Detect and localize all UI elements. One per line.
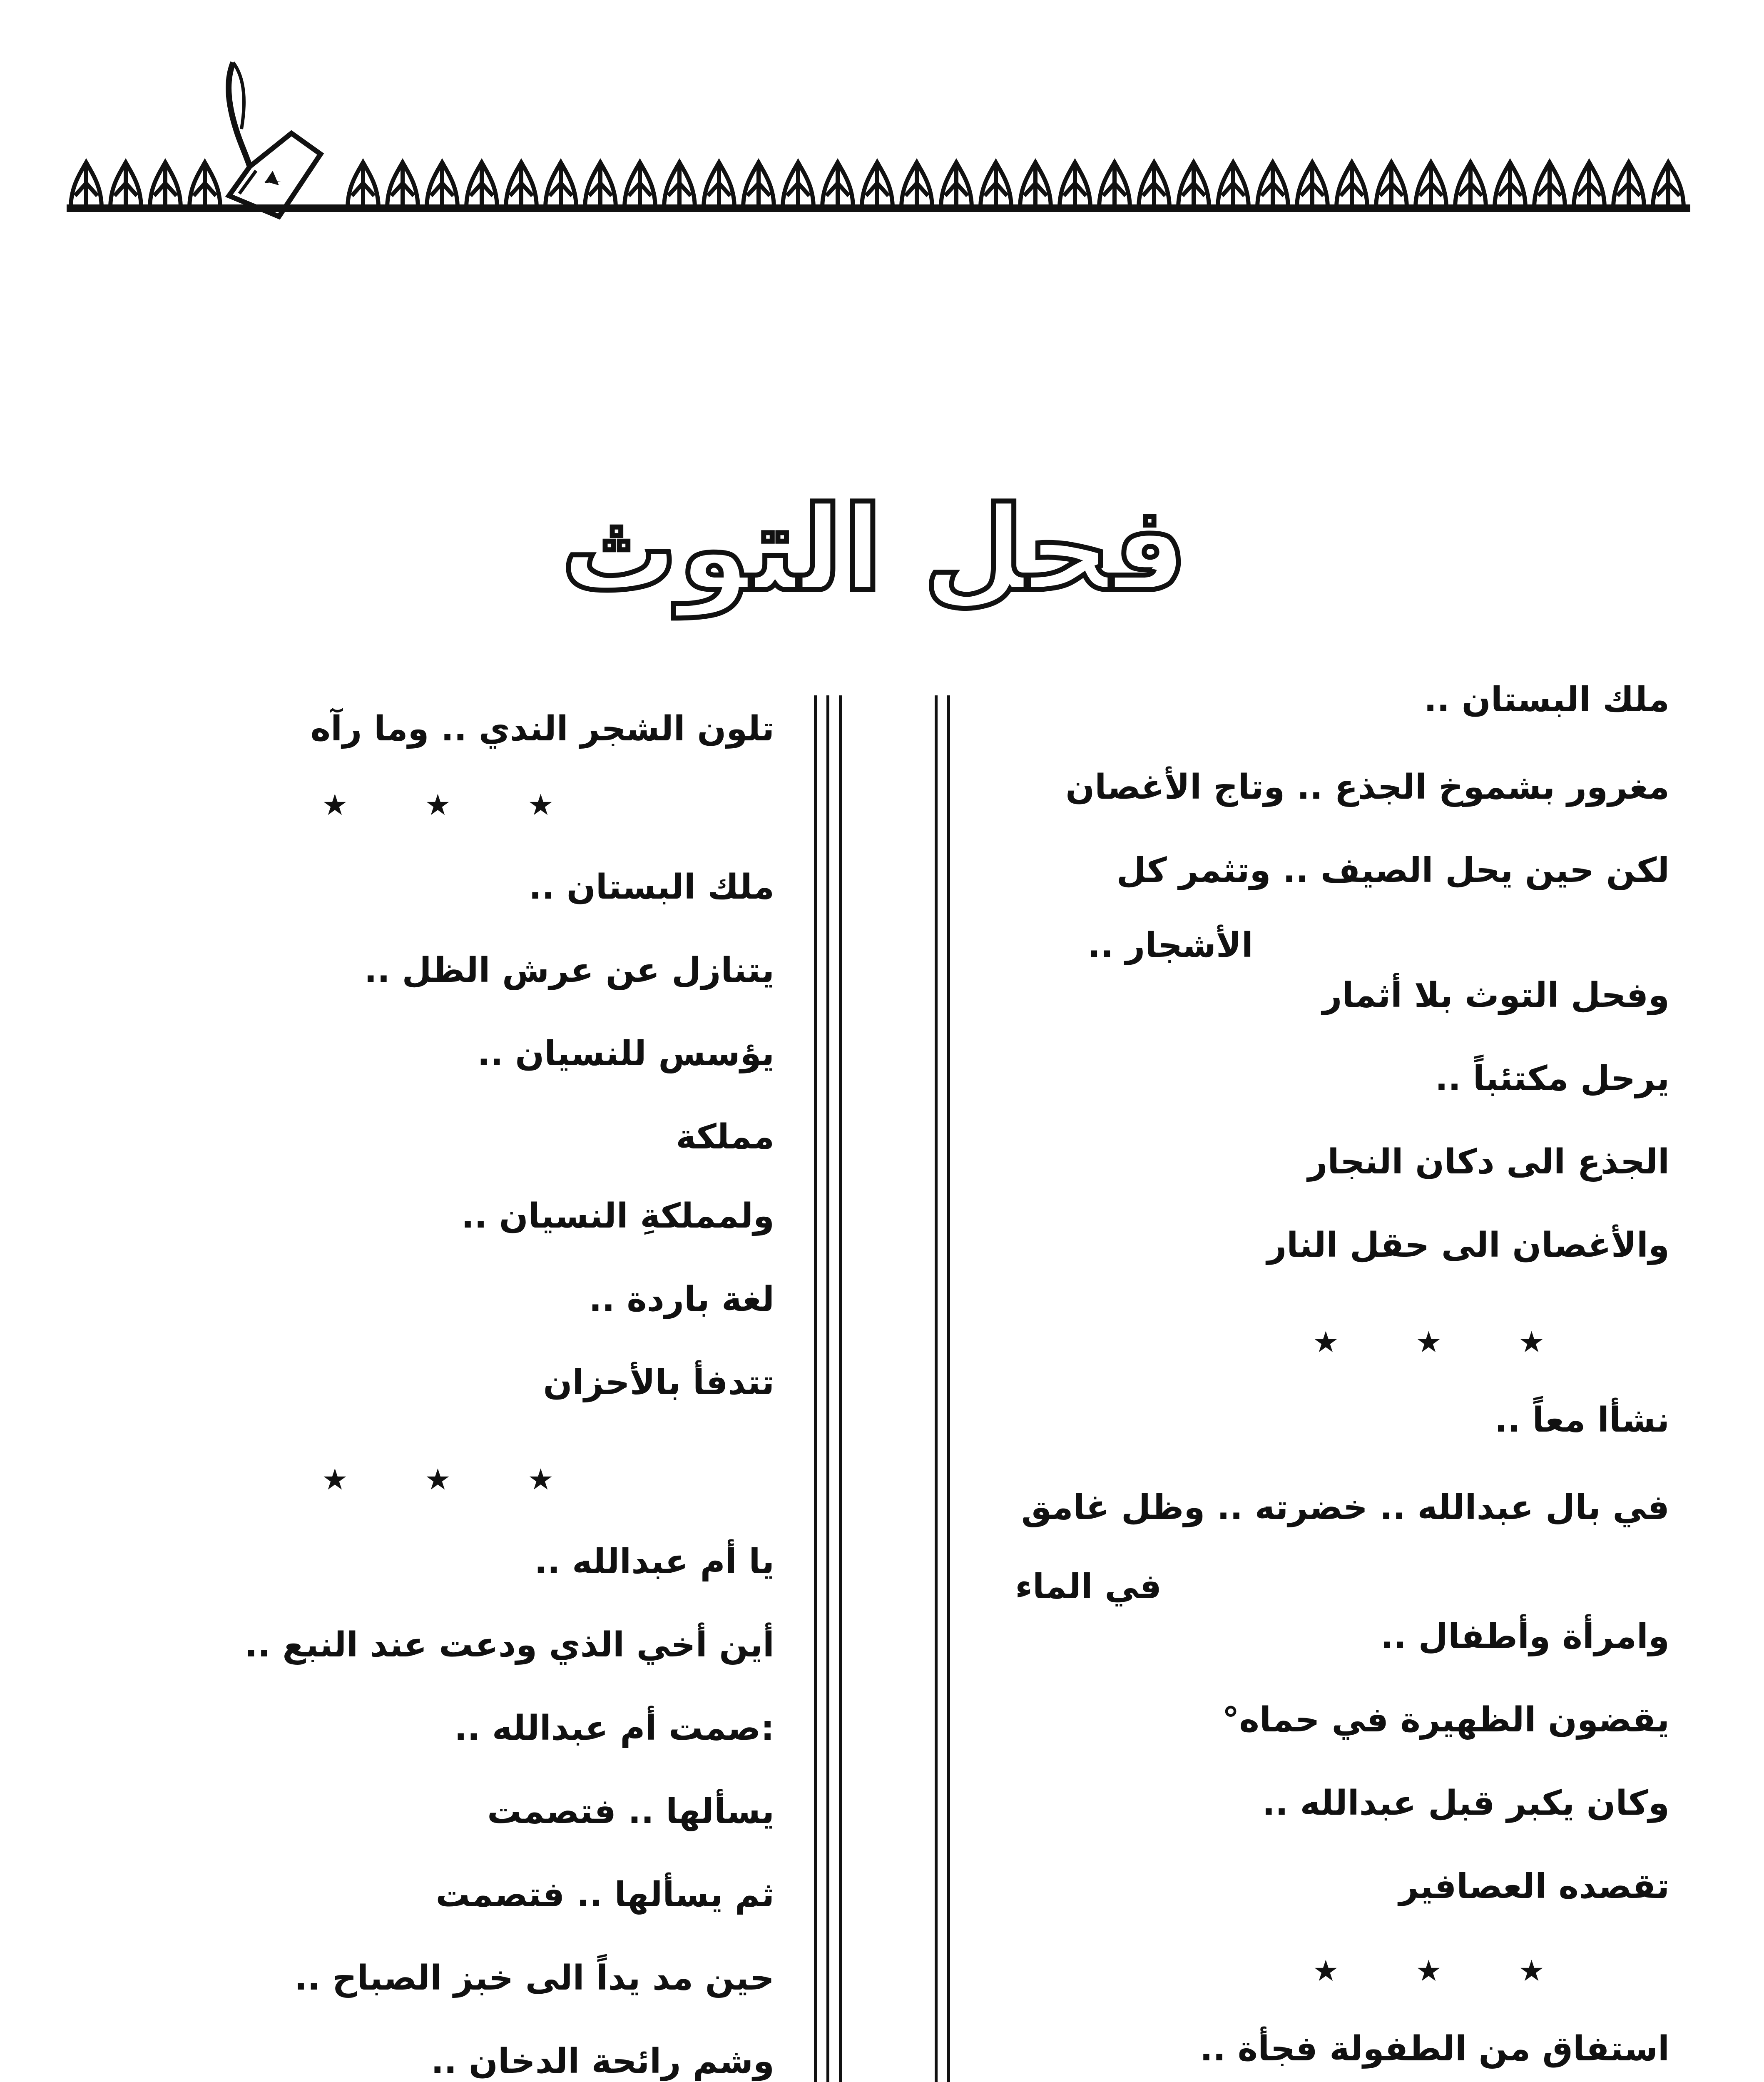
poem-line: وكان يكبر قبل عبدالله .. [1262, 1783, 1669, 1823]
column-rule [839, 695, 842, 2082]
poem-column-right [970, 0, 1669, 2082]
section-divider-stars: ★ ★ ★ [1312, 1954, 1578, 1988]
poem-line: لغة باردة .. [589, 1280, 774, 1319]
leaf-motif-icon [862, 162, 893, 208]
leaf-motif-icon [822, 162, 853, 208]
poem-line: وامرأة وأطفال .. [1380, 1617, 1669, 1656]
poem-line: ثم يسألها .. فتصمت [435, 1875, 774, 1915]
section-divider-stars: ★ ★ ★ [321, 788, 587, 822]
poem-line: استفاق من الطفولة فجأة .. [1199, 2029, 1669, 2069]
poem-line: الأشجار .. [1087, 926, 1253, 965]
poem-line: وفحل التوث بلا أثمار [1322, 976, 1669, 1015]
poem-line: يؤسس للنسيان .. [477, 1034, 774, 1073]
poem-line: نشأا معاً .. [1494, 1400, 1669, 1440]
poem-line: حين مد يداً الى خبز الصباح .. [294, 1958, 774, 1998]
poem-line: والأغصان الى حقل النار [1267, 1225, 1669, 1265]
poem-line: أين أخي الذي ودعت عند النبع .. [244, 1625, 774, 1665]
poem-line: ولمملكةِ النسيان .. [461, 1196, 774, 1236]
poem-line: في بال عبدالله .. خضرته .. وظل غامق [1021, 1488, 1669, 1527]
poem-line: وشم رائحة الدخان .. [431, 2042, 774, 2081]
poem-line: يسألها .. فتصمت [487, 1792, 774, 1831]
poem-column-left [125, 0, 774, 2082]
poem-line: تتدفأ بالأحزان [543, 1363, 774, 1402]
column-rule [814, 695, 817, 2082]
poem-line: تلون الشجر الندي .. وما رآه [310, 709, 774, 749]
poem-line: لكن حين يحل الصيف .. وتثمر كل [1116, 851, 1669, 890]
poem-line: تقصده العصافير [1399, 1867, 1669, 1906]
leaf-motif-icon [71, 162, 102, 208]
poem-line: :صمت أم عبدالله .. [454, 1708, 774, 1748]
leaf-motif-icon [941, 162, 972, 208]
column-rule [935, 695, 938, 2082]
leaf-motif-icon [783, 162, 814, 208]
poem-line: يرحل مكتئباً .. [1435, 1059, 1669, 1098]
column-rule [947, 695, 950, 2082]
poem-line: الجذع الى دكان النجار [1308, 1142, 1669, 1182]
poem-line: يقضون الظهيرة في حماه° [1222, 1700, 1669, 1740]
poem-line: يتنازل عن عرش الظل .. [364, 951, 774, 990]
poem-line: ملك البستان .. [1423, 680, 1669, 720]
poem-line: مغرور بشموخ الجذع .. وتاج الأغصان [1065, 767, 1669, 807]
poem-line: ملك البستان .. [528, 867, 774, 907]
poem-line: في الماء [1015, 1567, 1162, 1606]
section-divider-stars: ★ ★ ★ [1312, 1325, 1578, 1359]
section-divider-stars: ★ ★ ★ [321, 1462, 587, 1497]
poem-line: يا أم عبدالله .. [534, 1542, 774, 1581]
leaf-motif-icon [901, 162, 932, 208]
poem-title: فحل التوث [561, 482, 1188, 618]
poem-line: مملكة [676, 1117, 774, 1157]
column-rule [826, 695, 829, 2082]
